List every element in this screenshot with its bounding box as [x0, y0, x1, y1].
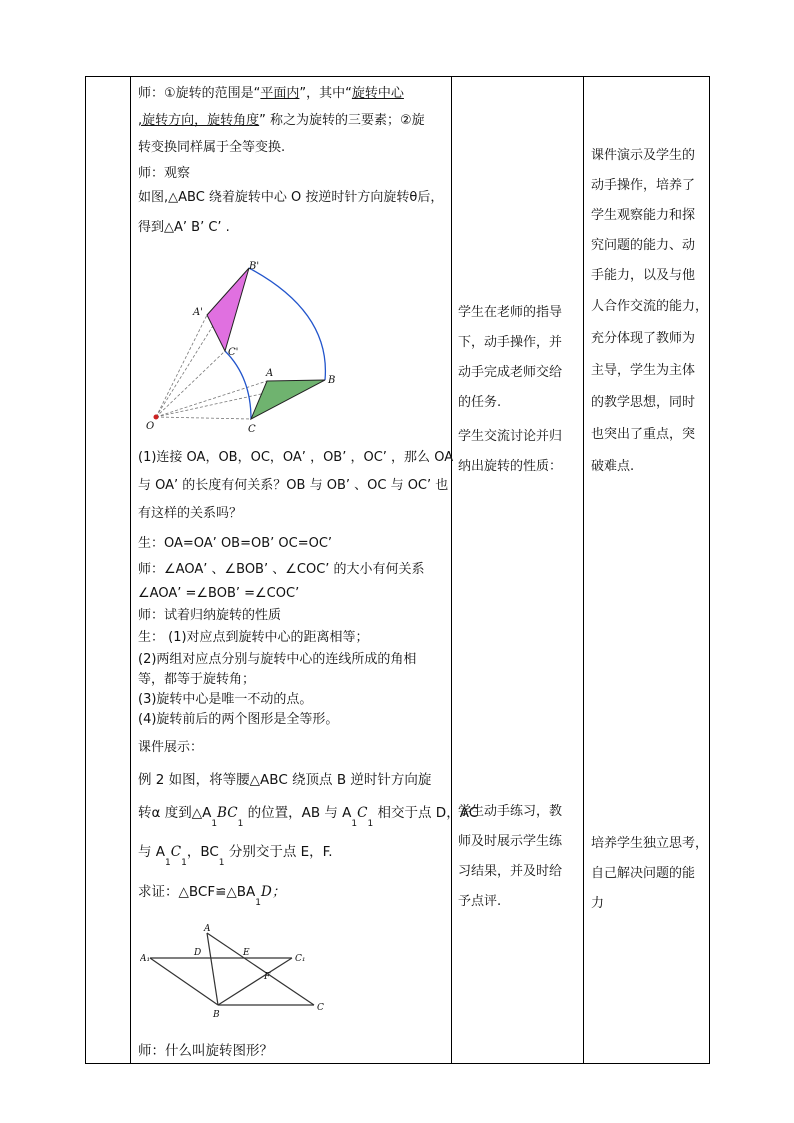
answer-2: ∠AOA’ =∠BOB’ =∠COC’ [138, 586, 300, 601]
teacher-line-1: 师：①旋转的范围是“平面内”，其中“旋转中心 [138, 86, 404, 101]
example-line-2: 转α 度到$\triangle A_1BC_1$ 的位置，AB 与 $A_1C_1$ 相交于点 D，AC [138, 805, 479, 829]
question-1b: 与 OA’ 的长度有何关系？OB 与 OB’ 、OC 与 OC’ 也 [138, 478, 449, 493]
intent-line-6: 人合作交流的能力， [591, 299, 709, 314]
example-line-1: 例 2 如图，将等腰△ABC 绕顶点 B 逆时针方向旋 [138, 772, 432, 788]
student-line-5: 学生交流讨论并归 [458, 429, 563, 444]
student-line-2: 下，动手操作，并 [458, 335, 563, 350]
intent-line-2: 动手操作，培养了 [591, 178, 696, 193]
intent-line-3: 学生观察能力和探 [591, 208, 696, 223]
student-line-10: 予点评. [458, 894, 502, 909]
property-1: 生： (1)对应点到旋转中心的距离相等； [138, 630, 369, 645]
intent2-line-3: 力 [591, 896, 605, 911]
teacher-figure-desc-1: 如图,△ABC 绕着旋转中心 O 按逆时针方向旋转θ后， [138, 190, 444, 205]
label-c1: C₁ [295, 954, 306, 964]
intent-line-8: 主导，学生为主体 [591, 363, 696, 378]
label-a2: A [204, 924, 211, 934]
label-a1: A₁ [140, 954, 151, 964]
label-a-prime: A' [193, 307, 203, 318]
label-e: E [243, 948, 250, 958]
label-a: A [266, 368, 274, 379]
intent-line-7: 充分体现了教师为 [591, 331, 696, 346]
student-line-4: 的任务. [458, 395, 502, 410]
label-c: C [248, 424, 256, 435]
rotation-figure [146, 257, 346, 437]
courseware-label: 课件展示： [138, 740, 204, 755]
property-4: (4)旋转前后的两个图形是全等形。 [138, 712, 339, 727]
property-3: (3)旋转中心是唯一不动的点。 [138, 692, 313, 707]
label-b: B [328, 375, 336, 386]
column-divider-3 [583, 77, 584, 1063]
answer-1: 生：OA=OA’ OB=OB’ OC=OC’ [138, 536, 333, 551]
teacher-line-2: ,旋转方向，旋转角度” 称之为旋转的三要素；②旋 [138, 113, 425, 128]
example-figure [140, 921, 340, 1021]
question-1: (1)连接 OA，OB，OC，OA’ ，OB’ ，OC’ ，那么 OA [138, 450, 454, 465]
last-question: 师：什么叫旋转图形？ [138, 1043, 273, 1059]
center-point-o [154, 415, 159, 420]
triangle-rotated [207, 268, 249, 351]
property-2b: 等，都等于旋转角； [138, 672, 256, 687]
label-f: F [264, 972, 271, 982]
student-line-7: 学生动手练习，教 [458, 804, 563, 819]
teacher-line-3: 转变换同样属于全等变换. [138, 140, 286, 155]
example-line-3: 与 $A_1C_1$，$BC_1$ 分别交于点 E，F. [138, 844, 333, 868]
question-3: 师：试着归纳旋转的性质 [138, 608, 282, 623]
label-d: D [194, 948, 202, 958]
student-line-8: 师及时展示学生练 [458, 834, 563, 849]
intent2-line-2: 自己解决问题的能 [591, 866, 696, 881]
teacher-figure-desc-2: 得到△A’ B’ C’ . [138, 220, 230, 235]
intent-line-1: 课件演示及学生的 [591, 148, 696, 163]
student-line-1: 学生在老师的指导 [458, 305, 563, 320]
proof-statement: 求证：$\triangle BCF≌\triangle BA_1D$； [138, 884, 286, 908]
label-c-prime: C' [228, 347, 239, 358]
student-line-3: 动手完成老师交给 [458, 365, 563, 380]
intent-line-11: 破难点. [591, 459, 635, 474]
teacher-observe: 师：观察 [138, 166, 191, 181]
label-b-prime: B' [249, 261, 260, 272]
label-c2: C [317, 1003, 324, 1013]
student-line-6: 纳出旋转的性质： [458, 459, 563, 474]
column-divider-1 [130, 77, 131, 1063]
intent2-line-1: 培养学生独立思考， [591, 836, 709, 851]
intent-line-4: 究问题的能力、动 [591, 238, 696, 253]
column-divider-2 [451, 77, 452, 1063]
label-o: O [146, 421, 155, 432]
student-line-9: 习结果，并及时给 [458, 864, 563, 879]
lesson-table [85, 76, 710, 1064]
label-b2: B [213, 1010, 220, 1020]
intent-line-5: 手能力，以及与他 [591, 268, 696, 283]
question-1c: 有这样的关系吗？ [138, 506, 243, 521]
triangle-original [251, 380, 325, 419]
intent-line-10: 也突出了重点，突 [591, 427, 696, 442]
property-2a: (2)两组对应点分别与旋转中心的连线所成的角相 [138, 652, 417, 667]
question-2: 师：∠AOA’ 、∠BOB’ 、∠COC’ 的大小有何关系 [138, 562, 425, 577]
intent-line-9: 的教学思想，同时 [591, 395, 696, 410]
